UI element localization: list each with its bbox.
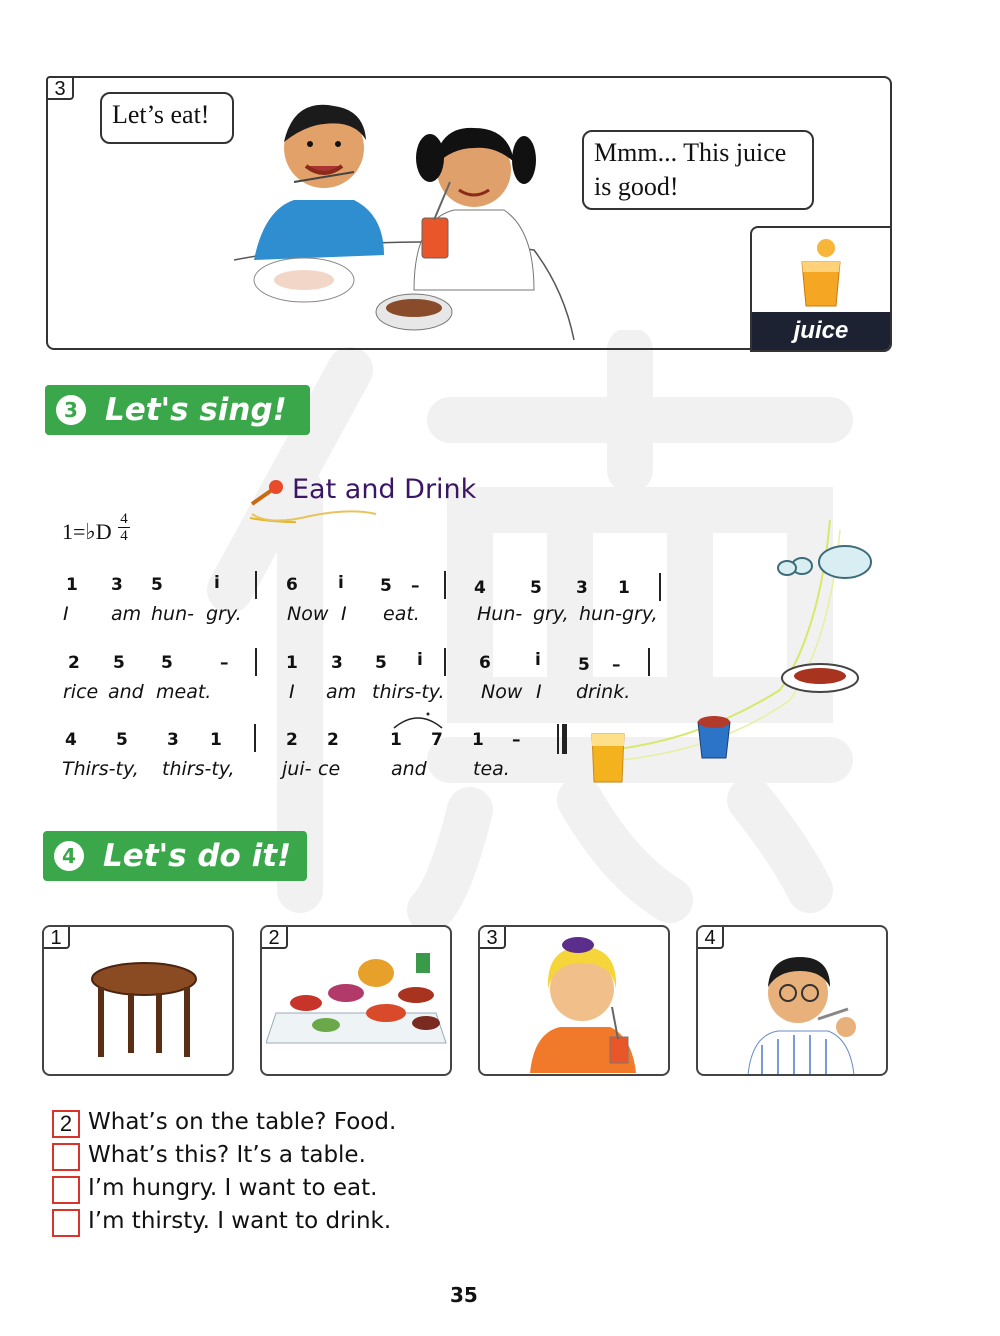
lyric: am xyxy=(111,603,142,625)
bubble-text-line2: is good! xyxy=(594,172,679,201)
note: – xyxy=(512,730,521,750)
bar-line xyxy=(255,648,257,676)
sentence-text: I’m hungry. I want to eat. xyxy=(88,1175,378,1201)
time-bottom: 4 xyxy=(120,528,128,544)
picture-food xyxy=(260,925,452,1076)
note: 1 xyxy=(390,730,402,750)
note: 1 xyxy=(618,578,630,598)
note: 2 xyxy=(286,730,298,750)
girl-drinking-illustration xyxy=(520,933,650,1073)
note: i xyxy=(417,650,423,670)
lyric: am xyxy=(326,681,357,703)
note: 2 xyxy=(68,653,80,673)
food-table-illustration xyxy=(266,933,450,1073)
section-header-sing xyxy=(45,385,310,435)
note: 5 xyxy=(161,653,173,673)
note: 1 xyxy=(472,730,484,750)
note: 3 xyxy=(576,578,588,598)
lyric: jui- xyxy=(282,758,312,780)
song-title: Eat and Drink xyxy=(292,474,477,505)
title-underline xyxy=(250,500,380,526)
lyric: Hun- xyxy=(477,603,523,625)
lyric: I xyxy=(341,603,347,625)
vocab-card-juice xyxy=(750,226,892,352)
note: 5 xyxy=(151,575,163,595)
answer-box[interactable]: 2 xyxy=(52,1110,80,1138)
lyric: tea. xyxy=(473,758,510,780)
note: 5 xyxy=(380,576,392,596)
food-drink-decoration xyxy=(580,510,890,790)
picture-hungry-boy xyxy=(696,925,888,1076)
note: 5 xyxy=(113,653,125,673)
end-bar-thick xyxy=(562,724,567,754)
bar-line xyxy=(254,724,256,752)
section-number: 4 xyxy=(54,841,84,871)
bar-line xyxy=(255,571,257,599)
lyric: Thirs-ty, xyxy=(62,758,139,780)
tie-arc xyxy=(392,712,444,730)
answer-box[interactable] xyxy=(52,1209,80,1237)
lyric: meat. xyxy=(156,681,212,703)
bar-line xyxy=(444,571,446,599)
story-panel xyxy=(46,76,892,350)
panel-number: 3 xyxy=(46,76,74,100)
lyric: and xyxy=(108,681,144,703)
note: 5 xyxy=(530,578,542,598)
note: 2 xyxy=(327,730,339,750)
song-key: 1=♭D xyxy=(62,519,112,544)
note: – xyxy=(220,653,229,673)
lyric: gry. xyxy=(206,603,242,625)
answer-box[interactable] xyxy=(52,1143,80,1171)
note: 5 xyxy=(578,655,590,675)
kids-eating-illustration xyxy=(234,90,594,348)
picture-number: 4 xyxy=(696,925,724,949)
note: 7 xyxy=(431,730,443,750)
sentence-text: What’s this? It’s a table. xyxy=(88,1142,366,1168)
note: 6 xyxy=(479,653,491,673)
section-number: 3 xyxy=(56,395,86,425)
note: 3 xyxy=(167,730,179,750)
time-signature xyxy=(118,511,130,544)
lyric: thirs-ty, xyxy=(162,758,235,780)
section-header-do xyxy=(43,831,307,881)
lyric: hun-gry, xyxy=(579,603,658,625)
lyric: eat. xyxy=(383,603,420,625)
note: 3 xyxy=(111,575,123,595)
note: 1 xyxy=(66,575,78,595)
page-number: 35 xyxy=(450,1283,478,1307)
picture-table xyxy=(42,925,234,1076)
juice-glass-icon xyxy=(796,236,846,308)
boy-eating-illustration xyxy=(738,935,868,1075)
note: – xyxy=(411,576,420,596)
note: i xyxy=(338,573,344,593)
section-title: Let's sing! xyxy=(105,392,287,428)
sentence-text: What’s on the table? Food. xyxy=(88,1109,397,1135)
note: i xyxy=(535,650,541,670)
bubble-text: Let’s eat! xyxy=(112,100,210,129)
time-top: 4 xyxy=(120,511,128,527)
table-illustration xyxy=(84,957,204,1067)
sentence-text: I’m thirsty. I want to drink. xyxy=(88,1208,392,1234)
bubble-text-line1: Mmm... This juice xyxy=(594,138,787,167)
lyric: thirs-ty. xyxy=(372,681,445,703)
lyric: Now xyxy=(287,603,329,625)
note: 1 xyxy=(286,653,298,673)
note: 4 xyxy=(65,730,77,750)
end-bar-thin xyxy=(557,724,559,754)
lyric: hun- xyxy=(151,603,194,625)
note: 4 xyxy=(474,578,486,598)
note: 5 xyxy=(375,653,387,673)
lyric: rice xyxy=(63,681,99,703)
lyric: Now xyxy=(481,681,523,703)
lyric: ce xyxy=(318,758,341,780)
picture-number: 3 xyxy=(478,925,506,949)
lyric: gry, xyxy=(533,603,569,625)
note: 6 xyxy=(286,575,298,595)
note: 1 xyxy=(210,730,222,750)
speech-bubble-boy xyxy=(100,92,234,144)
picture-number: 1 xyxy=(42,925,70,949)
note: 5 xyxy=(116,730,128,750)
vocab-word: juice xyxy=(752,312,890,350)
bar-line xyxy=(444,648,446,676)
section-title: Let's do it! xyxy=(103,838,292,874)
lyric: drink. xyxy=(576,681,631,703)
lyric: I xyxy=(289,681,295,703)
answer-box[interactable] xyxy=(52,1176,80,1204)
lyric: and xyxy=(391,758,427,780)
note: 3 xyxy=(331,653,343,673)
picture-thirsty-girl xyxy=(478,925,670,1076)
speech-bubble-girl xyxy=(582,130,814,210)
lyric: I xyxy=(63,603,69,625)
note: i xyxy=(214,573,220,593)
picture-number: 2 xyxy=(260,925,288,949)
lyric: I xyxy=(536,681,542,703)
note: – xyxy=(612,655,621,675)
